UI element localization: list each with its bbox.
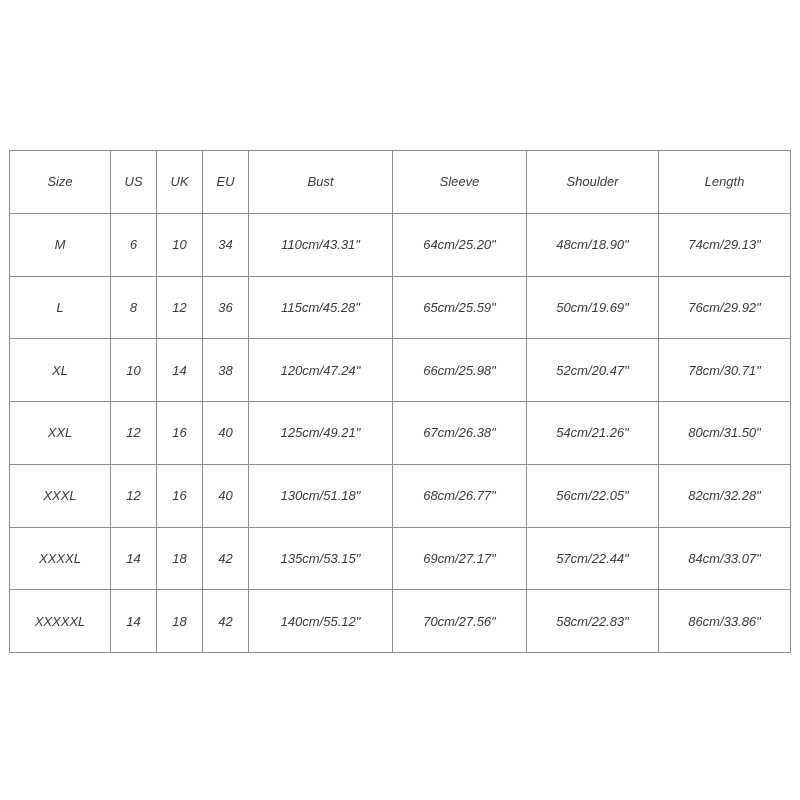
cell-bust: 120cm/47.24" bbox=[249, 339, 393, 402]
cell-us: 12 bbox=[111, 402, 157, 465]
cell-us: 14 bbox=[111, 527, 157, 590]
cell-length: 84cm/33.07" bbox=[659, 527, 791, 590]
header-size: Size bbox=[10, 151, 111, 214]
table-row bbox=[10, 527, 791, 590]
size-chart-table bbox=[9, 150, 791, 653]
cell-uk: 12 bbox=[157, 276, 203, 339]
cell-shoulder: 58cm/22.83" bbox=[527, 590, 659, 653]
cell-eu: 40 bbox=[203, 464, 249, 527]
cell-size: XXL bbox=[10, 402, 111, 465]
cell-bust: 135cm/53.15" bbox=[249, 527, 393, 590]
header-shoulder: Shoulder bbox=[527, 151, 659, 214]
cell-size: M bbox=[10, 213, 111, 276]
header-eu: EU bbox=[203, 151, 249, 214]
cell-uk: 16 bbox=[157, 402, 203, 465]
header-sleeve: Sleeve bbox=[393, 151, 527, 214]
header-length: Length bbox=[659, 151, 791, 214]
cell-eu: 38 bbox=[203, 339, 249, 402]
cell-bust: 115cm/45.28" bbox=[249, 276, 393, 339]
cell-uk: 18 bbox=[157, 527, 203, 590]
header-us: US bbox=[111, 151, 157, 214]
cell-size: XL bbox=[10, 339, 111, 402]
cell-bust: 125cm/49.21" bbox=[249, 402, 393, 465]
cell-shoulder: 48cm/18.90" bbox=[527, 213, 659, 276]
table-row bbox=[10, 464, 791, 527]
cell-eu: 36 bbox=[203, 276, 249, 339]
cell-length: 86cm/33.86" bbox=[659, 590, 791, 653]
cell-size: XXXL bbox=[10, 464, 111, 527]
cell-length: 76cm/29.92" bbox=[659, 276, 791, 339]
table-row bbox=[10, 276, 791, 339]
header-uk: UK bbox=[157, 151, 203, 214]
cell-bust: 130cm/51.18" bbox=[249, 464, 393, 527]
cell-uk: 18 bbox=[157, 590, 203, 653]
cell-eu: 34 bbox=[203, 213, 249, 276]
cell-sleeve: 64cm/25.20" bbox=[393, 213, 527, 276]
cell-length: 80cm/31.50" bbox=[659, 402, 791, 465]
cell-bust: 110cm/43.31" bbox=[249, 213, 393, 276]
cell-length: 74cm/29.13" bbox=[659, 213, 791, 276]
cell-shoulder: 54cm/21.26" bbox=[527, 402, 659, 465]
cell-us: 10 bbox=[111, 339, 157, 402]
cell-sleeve: 65cm/25.59" bbox=[393, 276, 527, 339]
cell-us: 6 bbox=[111, 213, 157, 276]
header-row bbox=[10, 151, 791, 214]
cell-uk: 14 bbox=[157, 339, 203, 402]
cell-us: 14 bbox=[111, 590, 157, 653]
cell-eu: 42 bbox=[203, 527, 249, 590]
cell-size: XXXXXL bbox=[10, 590, 111, 653]
cell-size: XXXXL bbox=[10, 527, 111, 590]
cell-sleeve: 69cm/27.17" bbox=[393, 527, 527, 590]
cell-sleeve: 67cm/26.38" bbox=[393, 402, 527, 465]
cell-bust: 140cm/55.12" bbox=[249, 590, 393, 653]
header-bust: Bust bbox=[249, 151, 393, 214]
cell-us: 12 bbox=[111, 464, 157, 527]
cell-shoulder: 50cm/19.69" bbox=[527, 276, 659, 339]
cell-shoulder: 56cm/22.05" bbox=[527, 464, 659, 527]
cell-uk: 16 bbox=[157, 464, 203, 527]
cell-eu: 40 bbox=[203, 402, 249, 465]
cell-us: 8 bbox=[111, 276, 157, 339]
cell-sleeve: 66cm/25.98" bbox=[393, 339, 527, 402]
table-row bbox=[10, 402, 791, 465]
table-row bbox=[10, 590, 791, 653]
cell-shoulder: 57cm/22.44" bbox=[527, 527, 659, 590]
cell-sleeve: 70cm/27.56" bbox=[393, 590, 527, 653]
cell-shoulder: 52cm/20.47" bbox=[527, 339, 659, 402]
cell-size: L bbox=[10, 276, 111, 339]
cell-uk: 10 bbox=[157, 213, 203, 276]
cell-eu: 42 bbox=[203, 590, 249, 653]
cell-length: 78cm/30.71" bbox=[659, 339, 791, 402]
cell-sleeve: 68cm/26.77" bbox=[393, 464, 527, 527]
table-row bbox=[10, 339, 791, 402]
table-row bbox=[10, 213, 791, 276]
cell-length: 82cm/32.28" bbox=[659, 464, 791, 527]
